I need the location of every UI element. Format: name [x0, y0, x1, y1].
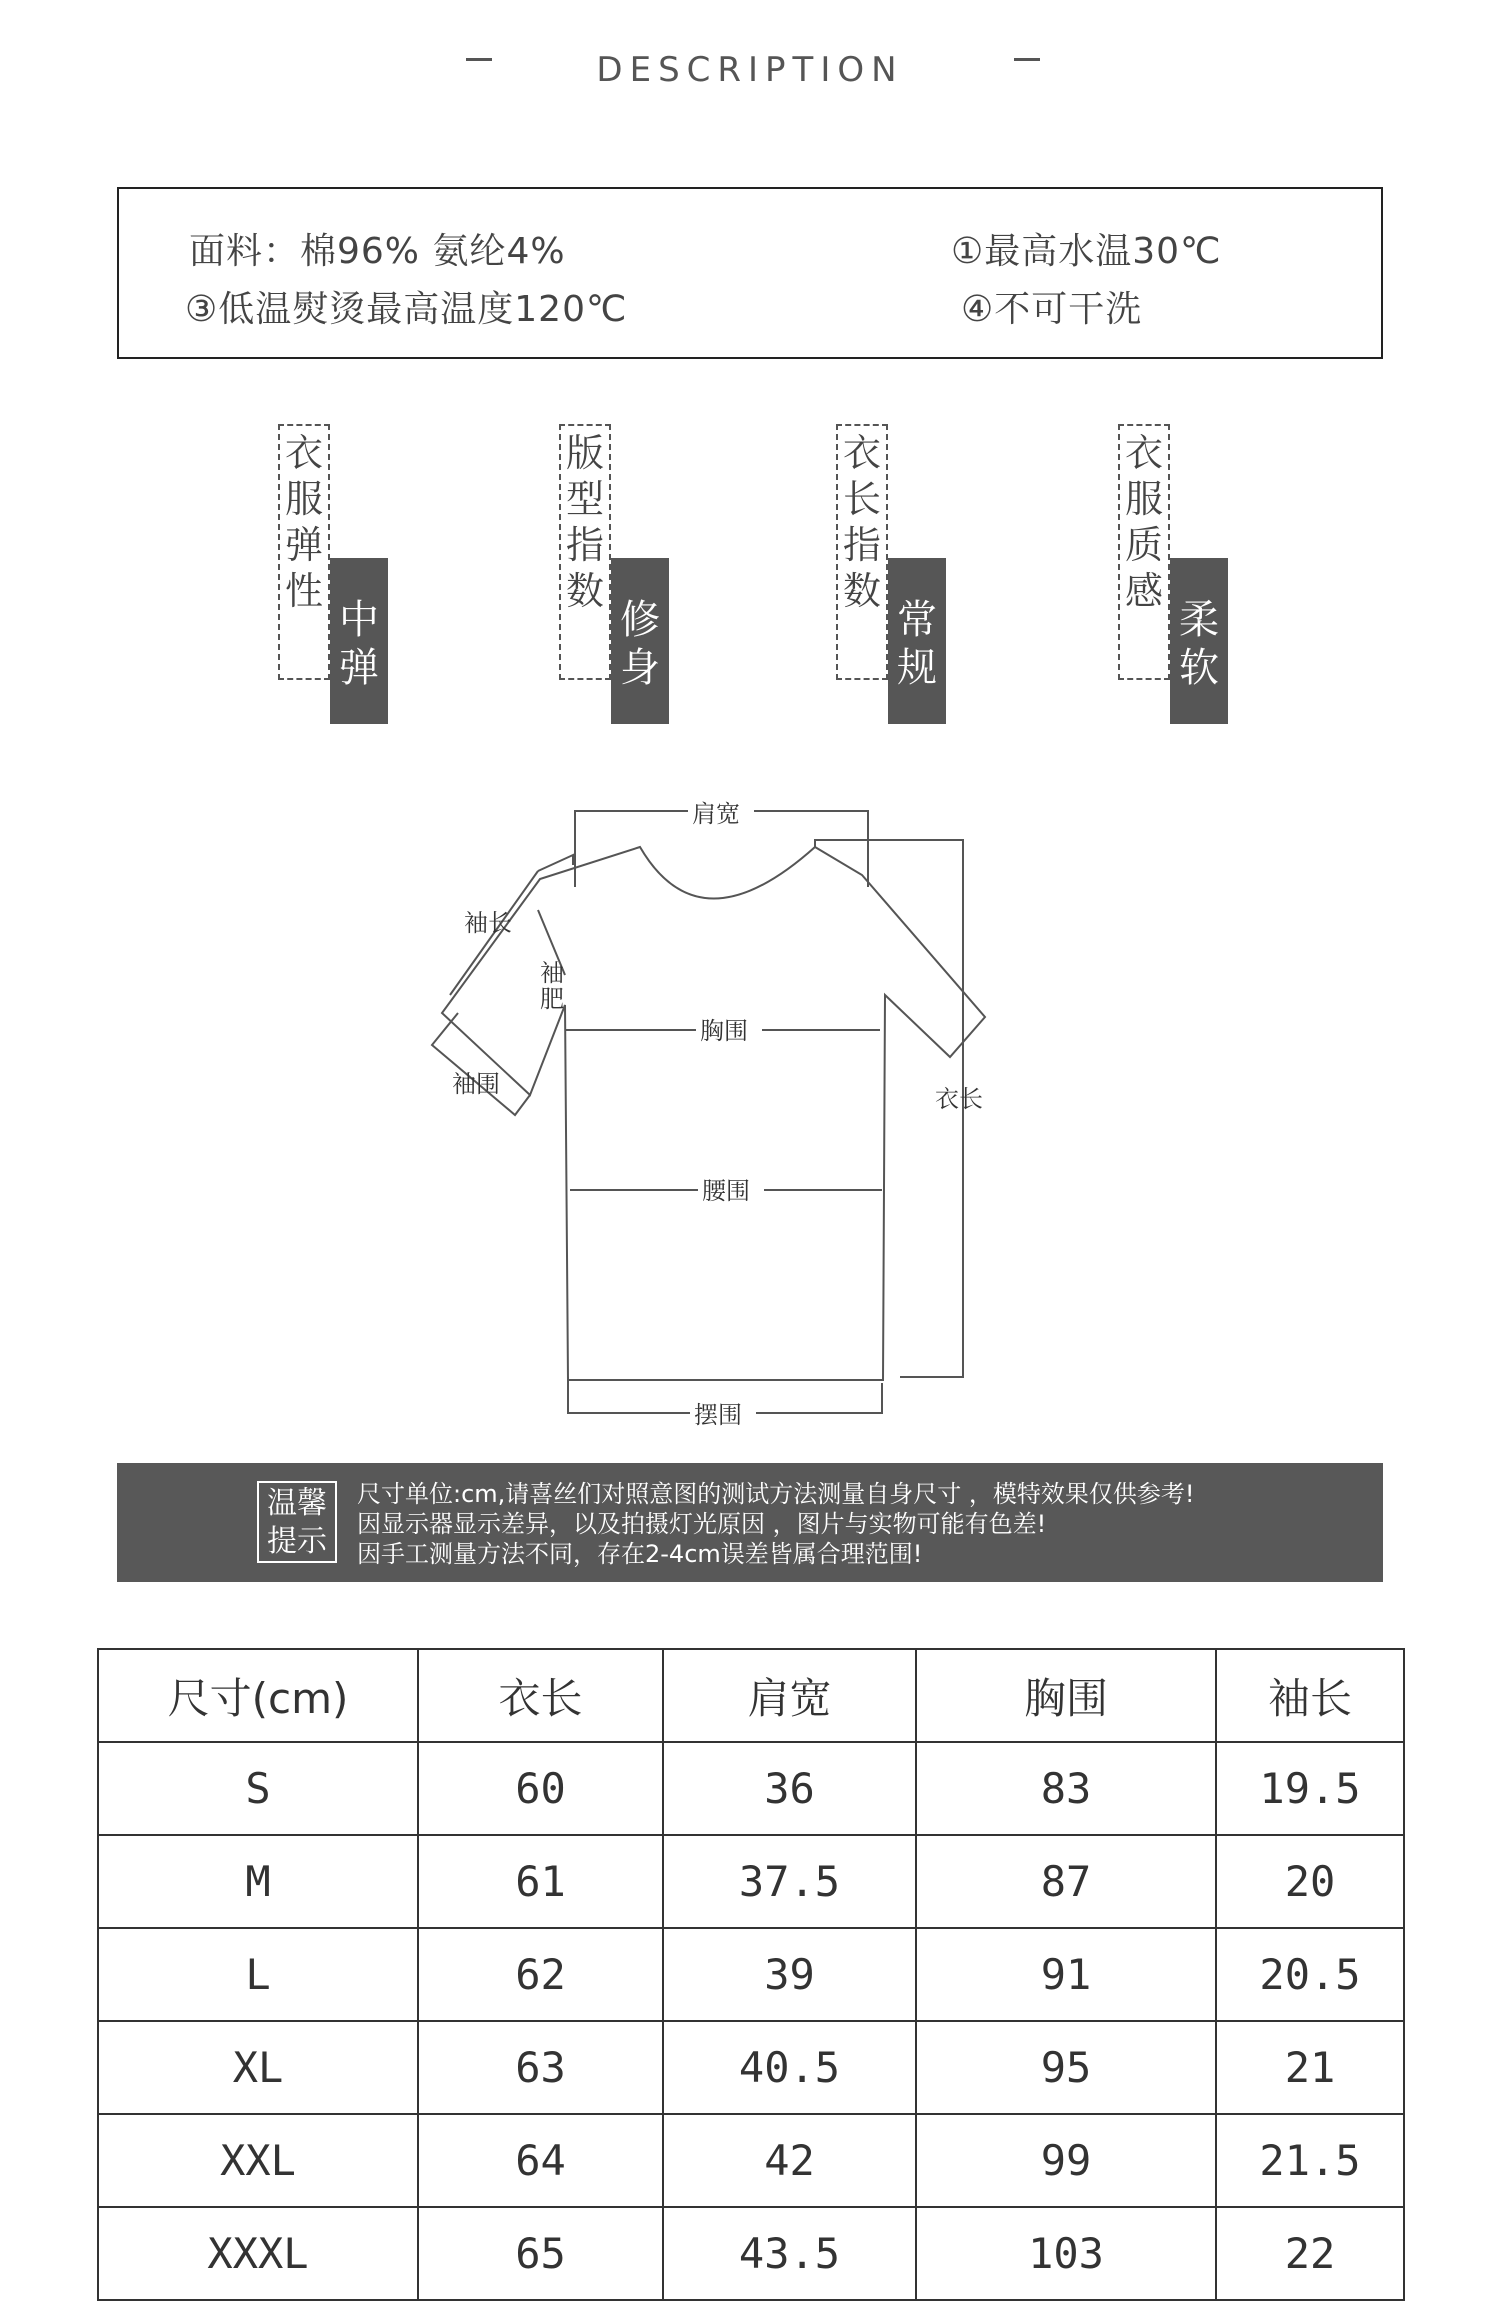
- cuff-dim: [432, 1013, 530, 1115]
- header-dash-right: [1014, 58, 1040, 61]
- attribute-label: [559, 424, 611, 680]
- label-cuff: 袖围: [452, 1070, 500, 1098]
- cell-length: 65: [418, 2207, 663, 2300]
- attribute-length: [836, 424, 976, 724]
- notice-badge: 温馨 提示: [257, 1481, 337, 1563]
- attribute-label-text: 衣 服 质 感: [1124, 431, 1163, 613]
- shirt-outline: [442, 847, 985, 1380]
- cell-shoulder: 36: [663, 1742, 916, 1835]
- cell-size: S: [98, 1742, 418, 1835]
- cell-chest: 99: [916, 2114, 1216, 2207]
- label-sleeve-length: 袖长: [464, 909, 512, 937]
- cell-chest: 95: [916, 2021, 1216, 2114]
- table-row: [98, 2114, 1404, 2207]
- cell-shoulder: 37.5: [663, 1835, 916, 1928]
- cell-length: 61: [418, 1835, 663, 1928]
- label-hem: 摆围: [694, 1401, 742, 1429]
- dry-clean-instruction: ④不可干洗: [961, 289, 1143, 330]
- cell-size: XL: [98, 2021, 418, 2114]
- cell-size: L: [98, 1928, 418, 2021]
- cell-sleeve: 22: [1216, 2207, 1404, 2300]
- cell-length: 63: [418, 2021, 663, 2114]
- label-waist: 腰围: [702, 1177, 750, 1205]
- table-row: [98, 2207, 1404, 2300]
- attribute-value-text: 修 身: [620, 597, 660, 691]
- attribute-fit: [559, 424, 699, 724]
- attribute-label-text: 衣 服 弹 性: [284, 431, 323, 613]
- cell-shoulder: 40.5: [663, 2021, 916, 2114]
- measurement-diagram: [430, 795, 1010, 1435]
- label-shoulder: 肩宽: [692, 800, 740, 828]
- cell-size: XXL: [98, 2114, 418, 2207]
- attribute-value: [888, 558, 946, 724]
- label-sleeve-width-1: 袖: [540, 959, 564, 987]
- attribute-value-text: 中 弹: [339, 597, 379, 691]
- attribute-value: [1170, 558, 1228, 724]
- attribute-value: [330, 558, 388, 724]
- cell-size: M: [98, 1835, 418, 1928]
- cell-sleeve: 21.5: [1216, 2114, 1404, 2207]
- col-header-length: 衣长: [418, 1649, 663, 1742]
- fabric-composition: 面料：棉96% 氨纶4%: [189, 231, 566, 272]
- notice-line: 因手工测量方法不同，存在2-4cm误差皆属合理范围!: [357, 1540, 923, 1568]
- notice-line: 尺寸单位:cm,请喜丝们对照意图的测试方法测量自身尺寸 ，模特效果仅供参考!: [357, 1480, 1195, 1508]
- wash-temperature: ①最高水温30℃: [951, 231, 1222, 272]
- attribute-texture: [1118, 424, 1258, 724]
- page-title: DESCRIPTION: [596, 50, 904, 90]
- notice-line: 因显示器显示差异，以及拍摄灯光原因 ，图片与实物可能有色差!: [357, 1510, 1047, 1538]
- cell-length: 64: [418, 2114, 663, 2207]
- sleeve-length-dim: [538, 855, 573, 871]
- table-row: [98, 1928, 1404, 2021]
- cell-sleeve: 20: [1216, 1835, 1404, 1928]
- col-header-size: 尺寸(cm): [98, 1649, 418, 1742]
- attribute-label: [836, 424, 888, 680]
- cell-length: 62: [418, 1928, 663, 2021]
- size-table: [97, 1648, 1405, 2301]
- label-chest: 胸围: [700, 1017, 748, 1045]
- cell-shoulder: 39: [663, 1928, 916, 2021]
- table-row: [98, 1835, 1404, 1928]
- cell-size: XXXL: [98, 2207, 418, 2300]
- cell-shoulder: 43.5: [663, 2207, 916, 2300]
- cell-chest: 103: [916, 2207, 1216, 2300]
- table-row: [98, 1742, 1404, 1835]
- attribute-label-text: 版 型 指 数: [565, 431, 604, 613]
- attribute-value-text: 柔 软: [1179, 597, 1219, 691]
- label-length: 衣长: [935, 1085, 983, 1113]
- notice-banner: [117, 1463, 1383, 1582]
- cell-chest: 87: [916, 1835, 1216, 1928]
- label-sleeve-width-2: 肥: [540, 985, 564, 1013]
- cell-length: 60: [418, 1742, 663, 1835]
- cell-chest: 91: [916, 1928, 1216, 2021]
- cell-shoulder: 42: [663, 2114, 916, 2207]
- col-header-shoulder: 肩宽: [663, 1649, 916, 1742]
- notice-text: [357, 1479, 1195, 1569]
- col-header-sleeve: 袖长: [1216, 1649, 1404, 1742]
- attribute-label: [1118, 424, 1170, 680]
- table-row: [98, 2021, 1404, 2114]
- cell-sleeve: 19.5: [1216, 1742, 1404, 1835]
- iron-instruction: ③低温熨烫最高温度120℃: [185, 289, 628, 330]
- col-header-chest: 胸围: [916, 1649, 1216, 1742]
- attribute-label-text: 衣 长 指 数: [842, 431, 881, 613]
- table-header-row: [98, 1649, 1404, 1742]
- cell-sleeve: 20.5: [1216, 1928, 1404, 2021]
- care-info-box: [117, 187, 1383, 359]
- attribute-label: [278, 424, 330, 680]
- cell-sleeve: 21: [1216, 2021, 1404, 2114]
- cell-chest: 83: [916, 1742, 1216, 1835]
- attribute-value-text: 常 规: [897, 597, 937, 691]
- attribute-elasticity: [278, 424, 418, 724]
- attribute-value: [611, 558, 669, 724]
